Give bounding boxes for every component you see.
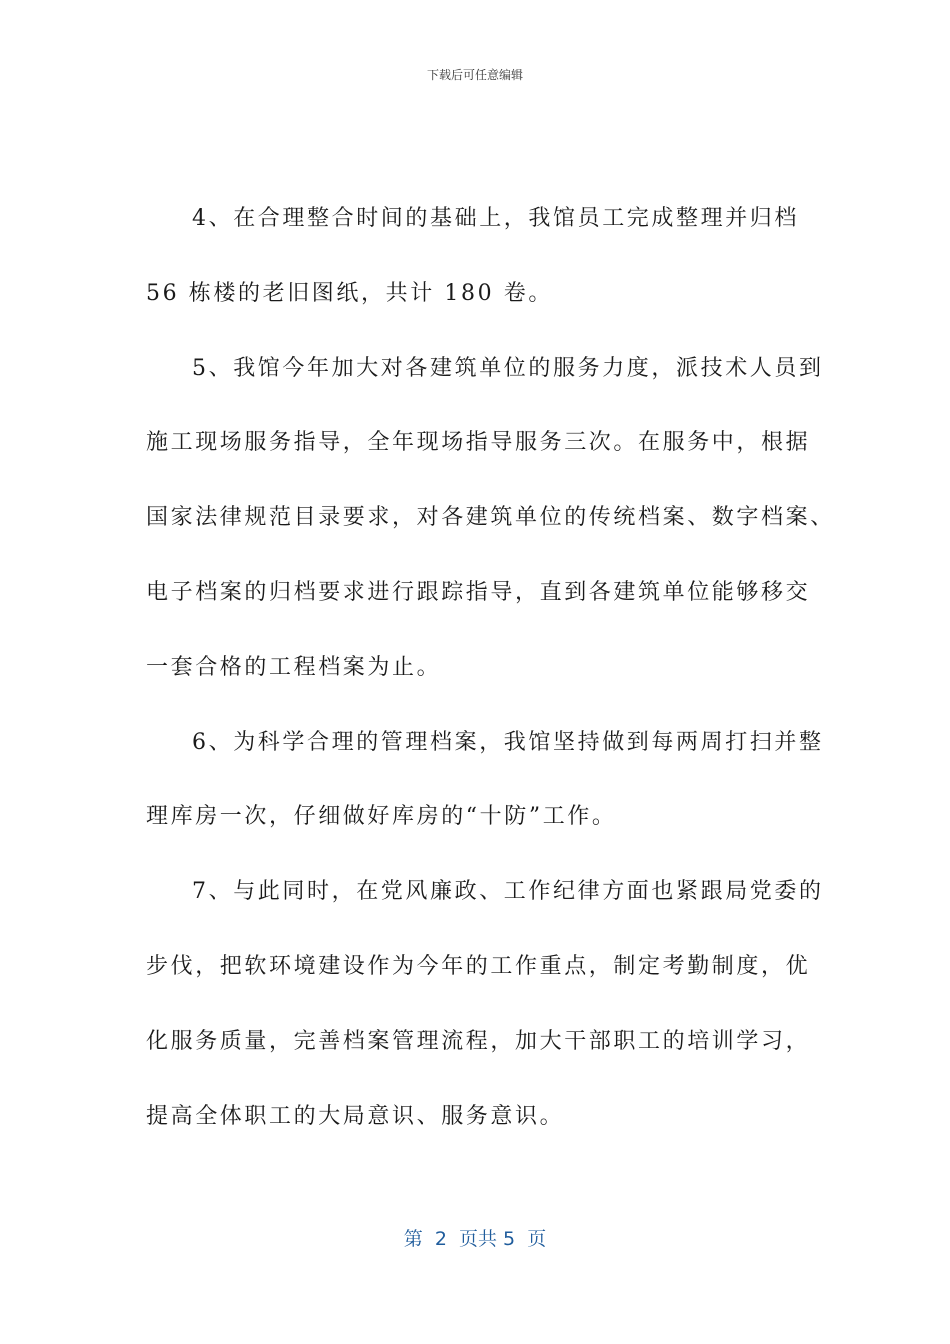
paragraph-7-line-2: 步伐，把软环境建设作为今年的工作重点，制定考勤制度，优 [146, 953, 811, 979]
document-body [146, 199, 835, 1171]
paragraph-5-line-1: 5、我馆今年加大对各建筑单位的服务力度，派技术人员到 [192, 355, 824, 381]
paragraph-4-line-1: 4、在合理整合时间的基础上，我馆员工完成整理并归档 [192, 206, 799, 231]
paragraph-7-line-3: 化服务质量，完善档案管理流程，加大干部职工的培训学习， [146, 1028, 811, 1054]
paragraph-7-line-4: 提高全体职工的大局意识、服务意识。 [146, 1103, 565, 1129]
paragraph-5-line-5: 一套合格的工程档案为止。 [146, 654, 442, 680]
paragraph-4-line-2: 56 栋楼的老旧图纸，共计 180 卷。 [146, 280, 553, 306]
paragraph-6-line-1: 6、为科学合理的管理档案，我馆坚持做到每两周打扫并整 [192, 729, 824, 755]
paragraph-5-line-4: 电子档案的归档要求进行跟踪指导，直到各建筑单位能够移交 [146, 579, 811, 605]
paragraph-5-line-3: 国家法律规范目录要求，对各建筑单位的传统档案、数字档案、 [146, 505, 835, 531]
paragraph-7-line-1: 7、与此同时，在党风廉政、工作纪律方面也紧跟局党委的 [192, 879, 824, 905]
page-header: 下载后可任意编辑 [426, 68, 523, 82]
paragraph-6-line-2: 理库房一次，仔细做好库房的“十防”工作。 [146, 804, 617, 830]
paragraph-5-line-2: 施工现场服务指导，全年现场指导服务三次。在服务中，根据 [146, 430, 811, 456]
page-number-footer: 第 2 页共 5 页 [403, 1228, 547, 1250]
